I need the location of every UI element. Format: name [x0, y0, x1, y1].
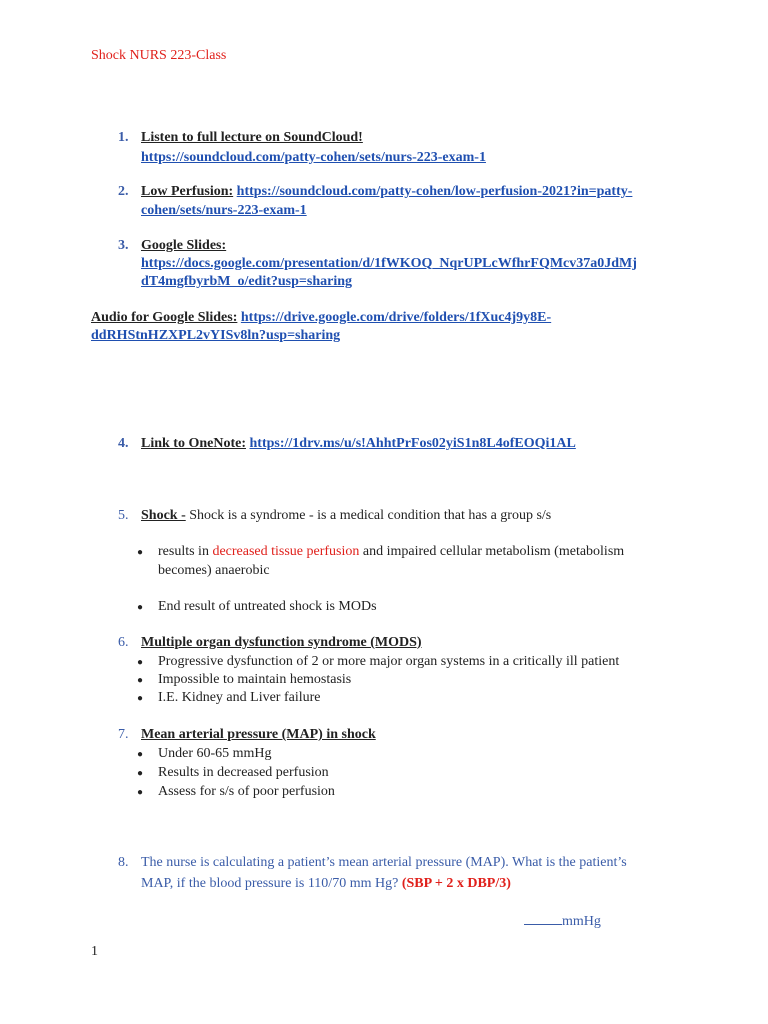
- item-2-line: [141, 184, 632, 200]
- item-number: 4.: [118, 436, 129, 451]
- mods-bullet: Impossible to maintain hemostasis: [158, 672, 352, 687]
- answer-blank[interactable]: [524, 910, 562, 925]
- item-1-label: Listen to full lecture on SoundCloud!: [141, 130, 363, 145]
- audio-drive-link-cont[interactable]: ddRHStnHZXPL2vYISv8ln?usp=sharing: [91, 328, 341, 343]
- item-number: 6.: [118, 635, 129, 650]
- bullet-icon: ●: [137, 787, 144, 798]
- bullet-icon: ●: [137, 768, 144, 779]
- map-heading: Mean arterial pressure (MAP) in shock: [141, 727, 376, 742]
- bullet-text: and impaired cellular metabolism (metabolism: [359, 544, 625, 559]
- map-bullet: Under 60-65 mmHg: [158, 746, 272, 761]
- audio-label: Audio for Google Slides:: [91, 310, 238, 325]
- page-number: 1: [91, 944, 98, 959]
- audio-line: [91, 310, 551, 326]
- question-text: MAP, if the blood pressure is 110/70 mm Hg?: [141, 876, 399, 891]
- item-number: 5.: [118, 508, 129, 523]
- bullet-icon: ●: [137, 602, 144, 613]
- item-number: 3.: [118, 238, 129, 253]
- bullet-icon: ●: [137, 693, 144, 704]
- bullet-icon: ●: [137, 657, 144, 668]
- audio-drive-link[interactable]: https://drive.google.com/drive/folders/1fXuc4j9y8E-: [240, 310, 552, 325]
- map-question-line-2: [141, 876, 511, 892]
- item-number: 7.: [118, 727, 129, 742]
- bullet-icon: ●: [137, 749, 144, 760]
- document-title: Shock NURS 223-Class: [91, 48, 227, 63]
- shock-bullet-1-cont: becomes) anaerobic: [158, 563, 270, 578]
- mods-heading: Multiple organ dysfunction syndrome (MODS): [141, 635, 422, 650]
- answer-unit: mmHg: [562, 914, 601, 929]
- mods-bullet: Progressive dysfunction of 2 or more major organ systems in a critically ill patient: [158, 654, 620, 669]
- item-2-label: Low Perfusion:: [141, 184, 234, 199]
- bullet-text: results in: [158, 544, 213, 559]
- map-bullet: Results in decreased perfusion: [158, 765, 329, 780]
- shock-definition: Shock is a syndrome - is a medical condition that has a group s/s: [185, 508, 552, 523]
- bullet-icon: ●: [137, 675, 144, 686]
- low-perfusion-link-cont[interactable]: cohen/sets/nurs-223-exam-1: [141, 203, 307, 218]
- shock-bullet-1: [158, 544, 624, 560]
- mods-bullet: I.E. Kidney and Liver failure: [158, 690, 321, 705]
- google-slides-link-cont[interactable]: dT4mgfbyrbM_o/edit?usp=sharing: [141, 274, 353, 289]
- map-formula: (SBP + 2 x DBP/3): [401, 876, 511, 891]
- onenote-link[interactable]: https://1drv.ms/u/s!AhhtPrFos02yiS1n8L4ofEOQi1AL: [249, 436, 576, 451]
- google-slides-link[interactable]: https://docs.google.com/presentation/d/1fWKOQ_NqrUPLcWfhrFQMcv37a0JdMj: [141, 256, 637, 271]
- item-number: 1.: [118, 130, 129, 145]
- shock-label: Shock -: [141, 508, 186, 523]
- answer-field[interactable]: [524, 910, 601, 930]
- item-4-label: Link to OneNote:: [141, 436, 246, 451]
- item-number: 8.: [118, 855, 129, 870]
- soundcloud-lecture-link[interactable]: https://soundcloud.com/patty-cohen/sets/nurs-223-exam-1: [141, 150, 486, 165]
- bullet-icon: ●: [137, 547, 144, 558]
- item-5-line: [141, 508, 551, 524]
- item-3-label: Google Slides:: [141, 238, 227, 253]
- item-number: 2.: [118, 184, 129, 199]
- highlighted-text: decreased tissue perfusion: [212, 544, 360, 559]
- low-perfusion-link[interactable]: https://soundcloud.com/patty-cohen/low-perfusion-2021?in=patty-: [236, 184, 633, 199]
- shock-bullet-2: End result of untreated shock is MODs: [158, 599, 377, 614]
- item-4-line: [141, 436, 576, 452]
- map-question-line-1: The nurse is calculating a patient’s mean arterial pressure (MAP). What is the patient’s: [141, 855, 627, 870]
- map-bullet: Assess for s/s of poor perfusion: [158, 784, 335, 799]
